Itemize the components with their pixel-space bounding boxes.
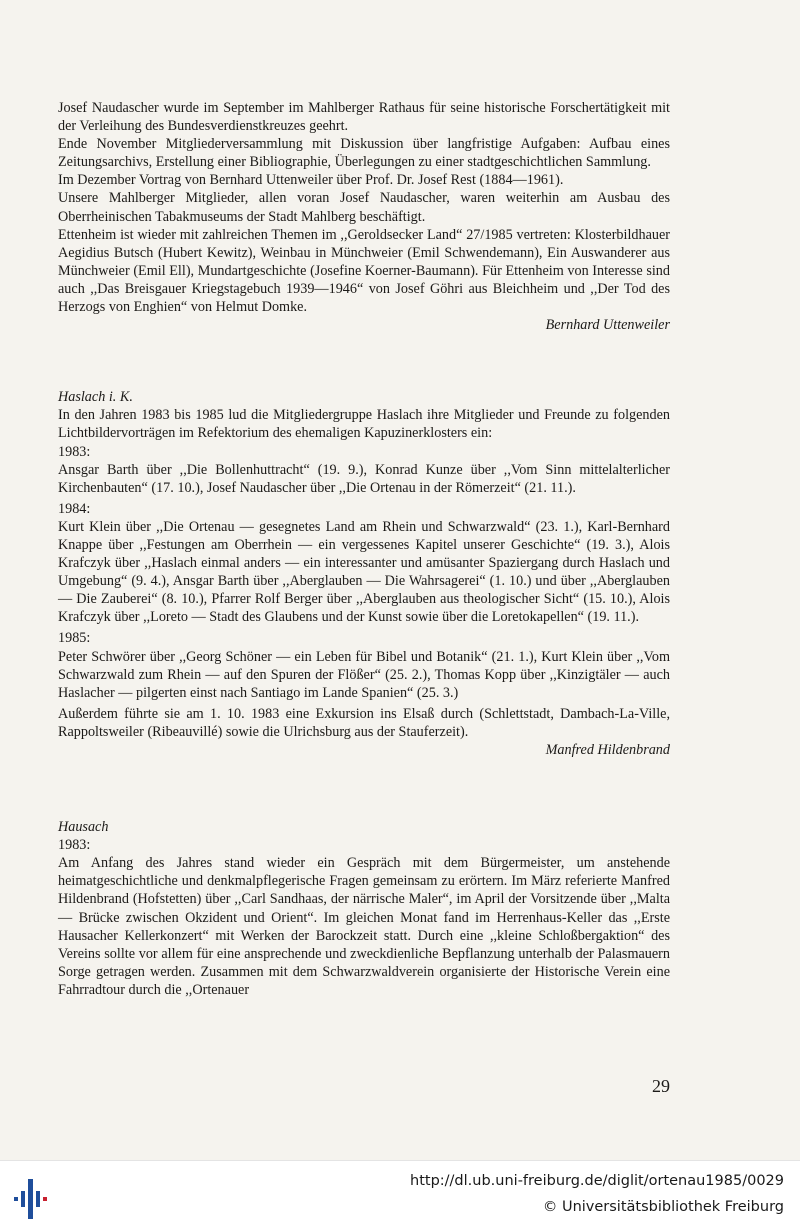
paragraph: In den Jahren 1983 bis 1985 lud die Mitgliedergruppe Haslach ihre Mitglieder und Freunde zu folgenden Lichtbildervorträgen im Refektorium des ehemaligen Kapuzinerklosters ein: — [58, 407, 670, 442]
ub-freiburg-logo-icon — [10, 1173, 52, 1219]
section-heading: Haslach i. K. — [58, 389, 133, 406]
paragraph: Unsere Mahlberger Mitglieder, allen voran Josef Naudascher, waren weiterhin am Ausbau des Oberrheinischen Tabakmuseums der Stadt Mahlberg beschäftigt. — [58, 190, 670, 225]
signature: Manfred Hildenbrand — [545, 742, 670, 758]
page-text — [58, 99, 670, 999]
paragraph: Ende November Mitgliederversammlung mit Diskussion über langfristige Aufgaben: Aufbau eines Zeitungsarchivs, Erstellung einer Bibliographie, Überlegungen zu einer stadtgeschichtlichen Sammlung. — [58, 136, 670, 171]
section-heading: Hausach — [58, 819, 109, 836]
paragraph: Josef Naudascher wurde im September im Mahlberger Rathaus für seine historische Forschertätigkeit mit der Verleihung des Bundesverdienstkreuzes geehrt. — [58, 100, 670, 135]
paragraph: Am Anfang des Jahres stand wieder ein Gespräch mit dem Bürgermeister, um anstehende heimatgeschichtliche und denkmalpflegerische Fragen gemeinsam zu erörtern. Im März referierte Manfred Hildenbrand (Hofstetten) über ,,Carl Sandhaas, der närrische Maler“, im April der Vorsitzende über ,,Malta — Brücke zwischen Okzident und Orient“. Im gleichen Monat fand im Herrenhaus-Keller das ,,Erste Hausacher Kellerkonzert“ mit Werken der Barockzeit statt. Durch eine ,,kleine Schloßbergaktion“ des Vereins sollte vor allem für eine ansprechende und zweckdienliche Bepflanzung unterhalb der Palasmauern Sorge getragen werden. Zusammen mit dem Schwarzwaldverein organisierte der Historische Verein eine Fahrradtour durch die ,,Ortenauer — [58, 855, 670, 998]
copyright-text: © Universitätsbibliothek Freiburg — [542, 1199, 784, 1215]
paragraph: Kurt Klein über ,,Die Ortenau — gesegnetes Land am Rhein und Schwarzwald“ (23. 1.), Karl-Bernhard Knappe über ,,Festungen am Oberrhein — ein vergessenes Kapitel unserer Geschichte“ (19. 3.), Alois Krafczyk über ,,Haslach einmal anders — ein interessanter und amüsanter Spaziergang durch Haslach und Umgebung“ (9. 4.), Ansgar Barth über ,,Aberglauben — Die Wahrsagerei“ (1. 10.) und über ,,Aberglauben — Die Zauberei“ (8. 10.), Pfarrer Rolf Berger über ,,Aberglauben aus theologischer Sicht“ (15. 10.), Alois Krafczyk über ,,Loreto — Stadt des Glaubens und der Kunst sowie über die Loretokapellen“ (19. 11.). — [58, 518, 670, 626]
year-label: 1985: — [58, 630, 91, 647]
signature: Bernhard Uttenweiler — [545, 317, 670, 334]
paragraph: Ettenheim ist wieder mit zahlreichen Themen im ,,Geroldsecker Land“ 27/1985 vertreten: Klosterbildhauer Aegidius Butsch (Hubert Kewitz), Weinbau in Münchweier (Emil Schwendemann), Ein Auswanderer aus Münchweier (Emil Ell), Mundartgeschichte (Josefine Koerner-Baumann). Für Ettenheim von Interesse sind auch ,,Das Breisgauer Kriegstagebuch 1939—1946“ von Josef Göhri aus Bleichheim und ,,Der Tod des Herzogs von Enghien“ von Helmut Domke. — [58, 226, 670, 316]
year-label: 1983: — [58, 443, 91, 460]
paragraph: Im Dezember Vortrag von Bernhard Uttenweiler über Prof. Dr. Josef Rest (1884—1961). — [58, 172, 564, 189]
paragraph: Peter Schwörer über ,,Georg Schöner — ein Leben für Bibel und Botanik“ (21. 1.), Kurt Klein über ,,Vom Schwarzwald zum Rhein — auf den Spuren der Flößer“ (25. 2.), Thomas Kopp über ,,Kinzigtäler — auch Haslacher — pilgerten einst nach Santiago im Lande Spanien“ (25. 3.) — [58, 648, 670, 701]
paragraph: Außerdem führte sie am 1. 10. 1983 eine Exkursion ins Elsaß durch (Schlettstadt, Dambach-La-Ville, Rappoltsweiler (Ribeauvillé) sowie die Ulrichsburg aus der Stauferzeit). — [58, 705, 670, 740]
year-label: 1984: — [58, 500, 91, 517]
paragraph: Ansgar Barth über ,,Die Bollenhuttracht“ (19. 9.), Konrad Kunze über ,,Vom Sinn mittelalterlicher Kirchenbauten“ (17. 10.), Josef Naudascher über ,,Die Ortenau in der Römerzeit“ (21. 11.). — [58, 461, 670, 496]
page-number: 29 — [652, 1076, 670, 1096]
year-label: 1983: — [58, 837, 91, 854]
footer-bar — [0, 1160, 800, 1227]
document-url-link[interactable]: http://dl.ub.uni-freiburg.de/diglit/ortenau1985/0029 — [410, 1173, 784, 1189]
